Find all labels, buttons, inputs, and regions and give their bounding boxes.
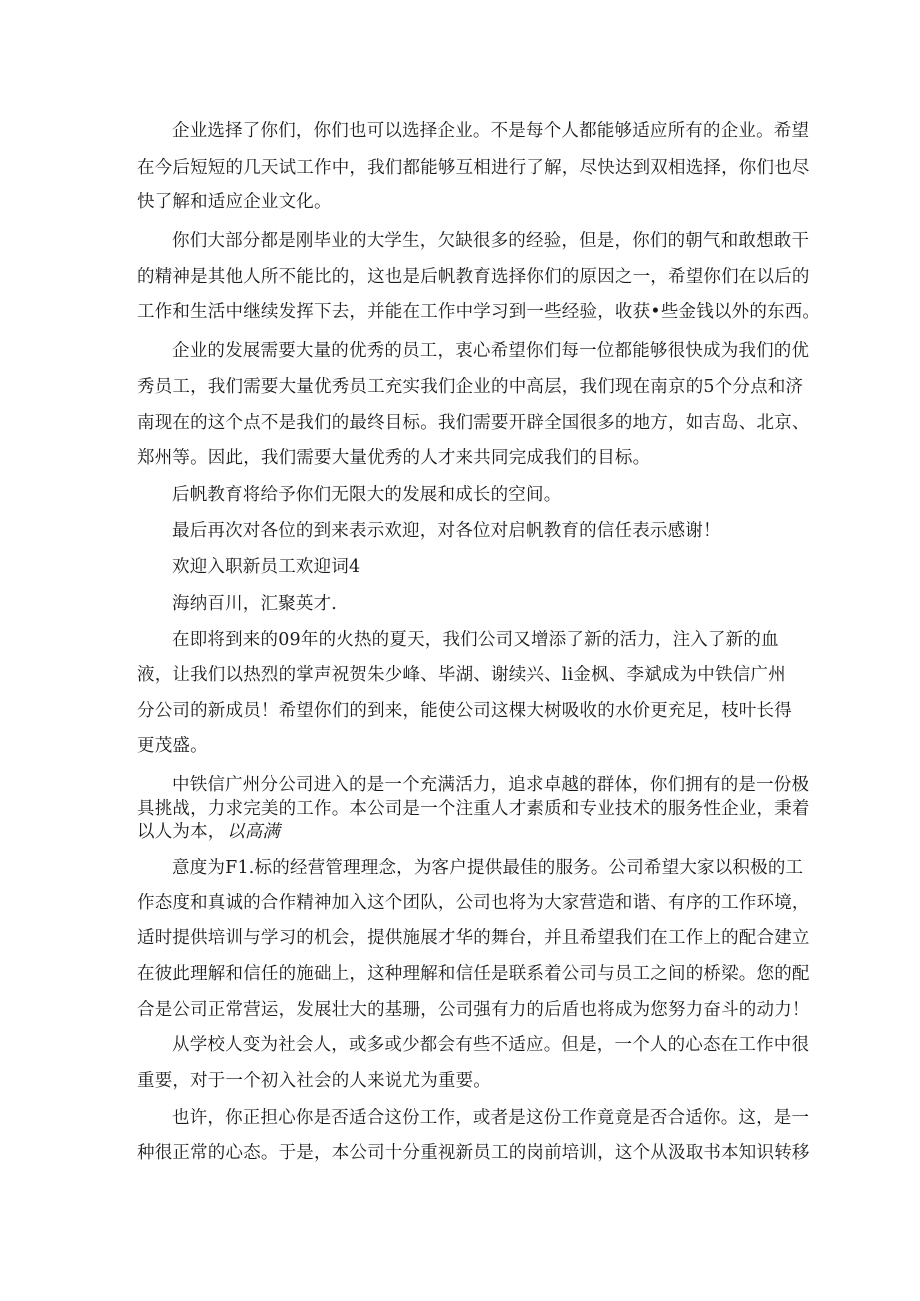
text-line: 重要，对于一个初入社会的人来说尤为重要。 [137, 1071, 491, 1091]
text-line: 在彼此理解和信任的施础上，这种理解和信任是联系着公司与员工之间的桥梁。您的配 [137, 964, 810, 984]
text-line: 在今后短短的几天试工作中，我们都能够互相进行了解，尽快达到双相选择，你们也尽 [137, 158, 810, 178]
text-line: 适时提供培训与学习的机会，提供施展才华的舞台，并且希望我们在工作上的配合建立 [137, 928, 810, 948]
text-line: 郑州等。因此，我们需要大量优秀的人才来共同完成我们的目标。 [137, 448, 651, 468]
text-line: 中铁信广州分公司进入的是一个充满活力，追求卓越的群体，你们拥有的是一份极 [172, 775, 810, 795]
text-line: 在即将到来的09年的火热的夏天，我们公司又增添了新的活力，注入了新的血 [172, 630, 779, 650]
text-line: 分公司的新成员！希望你们的到来，能使公司这棵大树吸收的水价更充足，枝叶长得 [137, 701, 792, 721]
text-line: 海纳百川，汇聚英才. [172, 594, 338, 614]
text-line: 后帆教育将给予你们无限大的发展和成长的空间。 [172, 485, 562, 505]
text-line: 合是公司正常营运，发展壮大的基珊，公司强有力的后盾也将成为您努力奋斗的动力！ [137, 1000, 810, 1020]
text-line: 液，让我们以热烈的掌声祝贺朱少峰、毕湖、谢续兴、li金枫、李斌成为中铁信广州 [137, 665, 786, 685]
italic-fragment: 以高满 [227, 822, 281, 842]
text-line: 快了解和适应企业文化。 [137, 192, 332, 212]
text-line: 你们大部分都是刚毕业的大学生，欠缺很多的经验，但是，你们的朝气和敢想敢干 [172, 231, 810, 251]
text-line: 作态度和真诚的合作精神加入这个团队，公司也将为大家营造和谐、有序的工作环境， [137, 893, 810, 913]
text-line: 的精神是其他人所不能比的，这也是后帆教育选择你们的原因之一，希望你们在以后的 [137, 267, 810, 287]
text-line: 更茂盛。 [137, 736, 208, 756]
text-line: 企业的发展需要大量的优秀的员工，衷心希望你们每一位都能够很快成为我们的优 [172, 341, 810, 361]
text-line: 最后再次对各位的到来表示欢迎，对各位对启帆教育的信任表示感谢！ [172, 521, 721, 541]
text-line: 具挑战，力求完美的工作。本公司是一个注重人才素质和专业技术的服务性企业，秉着 [137, 799, 810, 819]
text-line: 从学校人变为社会人，或多或少都会有些不适应。但是，一个人的心态在工作中很 [172, 1035, 810, 1055]
text-line: 南现在的这个点不是我们的最终目标。我们需要开辟全国很多的地方，如吉岛、北京、 [137, 413, 810, 433]
text-line: 以人为本， [137, 822, 226, 842]
text-line: 也许，你正担心你是否适合这份工作，或者是这份工作竟竟是否合适你。这，是一 [172, 1108, 810, 1128]
text-line: 秀员工，我们需要大量优秀员工充实我们企业的中高层，我们现在南京的5个分点和济 [137, 377, 804, 397]
text-line: 意度为F1.标的经营管理理念，为客户提供最佳的服务。公司希望大家以积极的工 [172, 858, 804, 878]
section-heading: 欢迎入职新员工欢迎词4 [172, 557, 361, 577]
text-line: 企业选择了你们，你们也可以选择企业。不是每个人都能够适应所有的企业。希望 [172, 121, 810, 141]
text-line: 工作和生活中继续发挥下去，并能在工作中学习到一些经验，收获•些金钱以外的东西。 [137, 302, 821, 322]
text-line: 种很正常的心态。于是，本公司十分重视新员工的岗前培训，这个从汲取书本知识转移 [137, 1143, 810, 1163]
